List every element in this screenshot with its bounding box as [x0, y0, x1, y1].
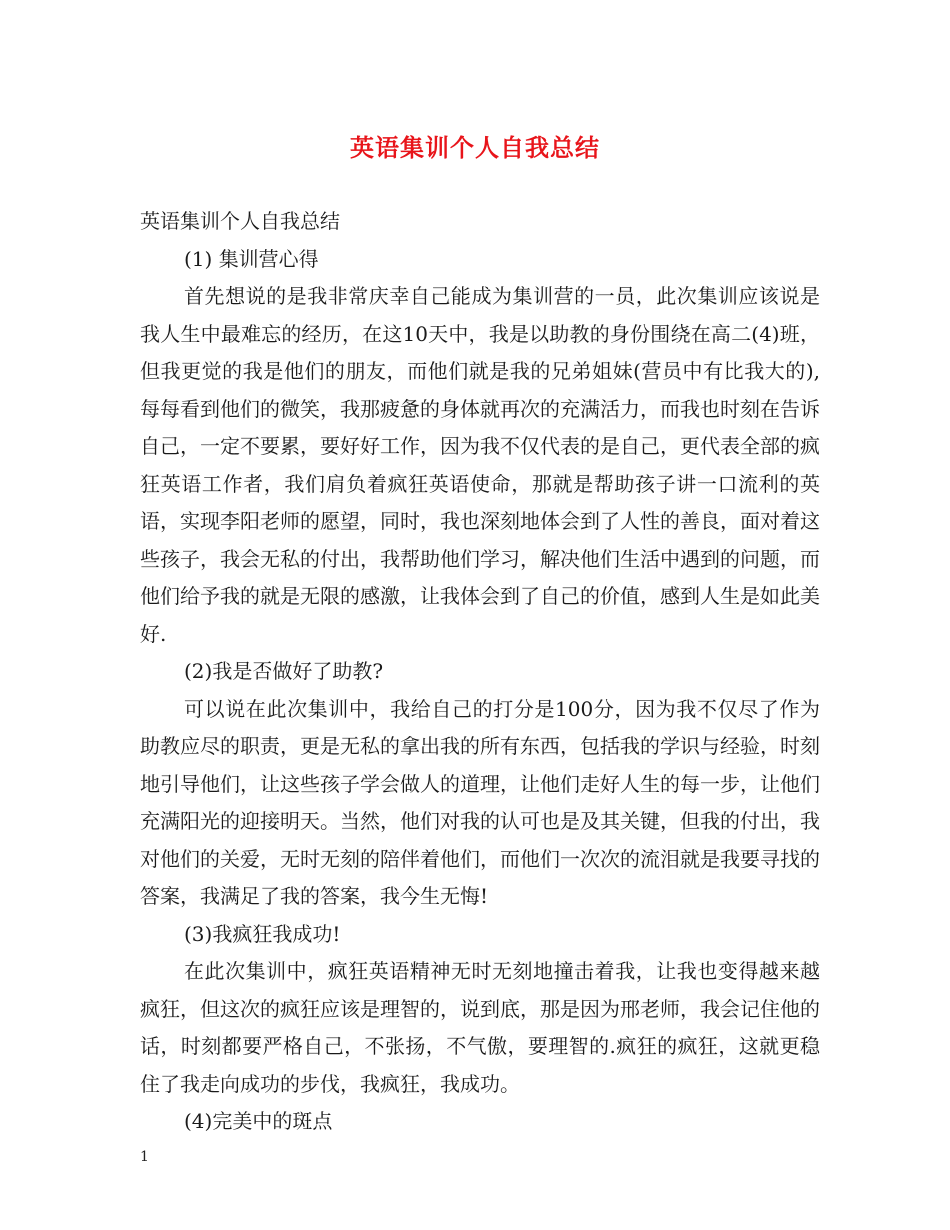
- section-heading-4: (4)完美中的斑点: [184, 1109, 333, 1133]
- section-paragraph-1: 首先想说的是我非常庆幸自己能成为集训营的一员，此次集训应该说是我人生中最难忘的经历，在这10天中，我是以助教的身份围绕在高二(4)班，但我更觉的我是他们的朋友，而他们就是我的兄弟姐妹(营员中有比我大的),每每看到他们的微笑，我那疲惫的身体就再次的充满活力，而我也时刻在告诉自己，一定不要累，要好好工作，因为我不仅代表的是自己，更代表全部的疯狂英语工作者，我们肩负着疯狂英语使命，那就是帮助孩子讲一口流利的英语，实现李阳老师的愿望，同时，我也深刻地体会到了人性的善良，面对着这些孩子，我会无私的付出，我帮助他们学习，解决他们生活中遇到的问题，而他们给予我的就是无限的感激，让我体会到了自己的价值，感到人生是如此美好.: [140, 284, 820, 646]
- document-body: [140, 203, 820, 1141]
- section-paragraph-2: 可以说在此次集训中，我给自己的打分是100分，因为我不仅尽了作为助教应尽的职责，更是无私的拿出我的所有东西，包括我的学识与经验，时刻地引导他们，让这些孩子学会做人的道理，让他们走好人生的每一步，让他们充满阳光的迎接明天。当然，他们对我的认可也是及其关键，但我的付出，我对他们的关爱，无时无刻的陪伴着他们，而他们一次次的流泪就是我要寻找的答案，我满足了我的答案，我今生无悔!: [140, 696, 820, 908]
- document-subtitle: 英语集训个人自我总结: [140, 209, 340, 233]
- section-heading-3: (3)我疯狂我成功!: [184, 921, 341, 946]
- page-number: 1: [140, 1149, 149, 1165]
- section-heading-1: (1) 集训营心得: [184, 246, 319, 271]
- section-paragraph-3: 在此次集训中，疯狂英语精神无时无刻地撞击着我，让我也变得越来越疯狂，但这次的疯狂应该是理智的，说到底，那是因为邢老师，我会记住他的话，时刻都要严格自己，不张扬，不气傲，要理智的.疯狂的疯狂，这就更稳住了我走向成功的步伐，我疯狂，我成功。: [140, 959, 820, 1096]
- section-heading-2: (2)我是否做好了助教?: [184, 659, 384, 683]
- document-title: 英语集训个人自我总结: [350, 133, 600, 162]
